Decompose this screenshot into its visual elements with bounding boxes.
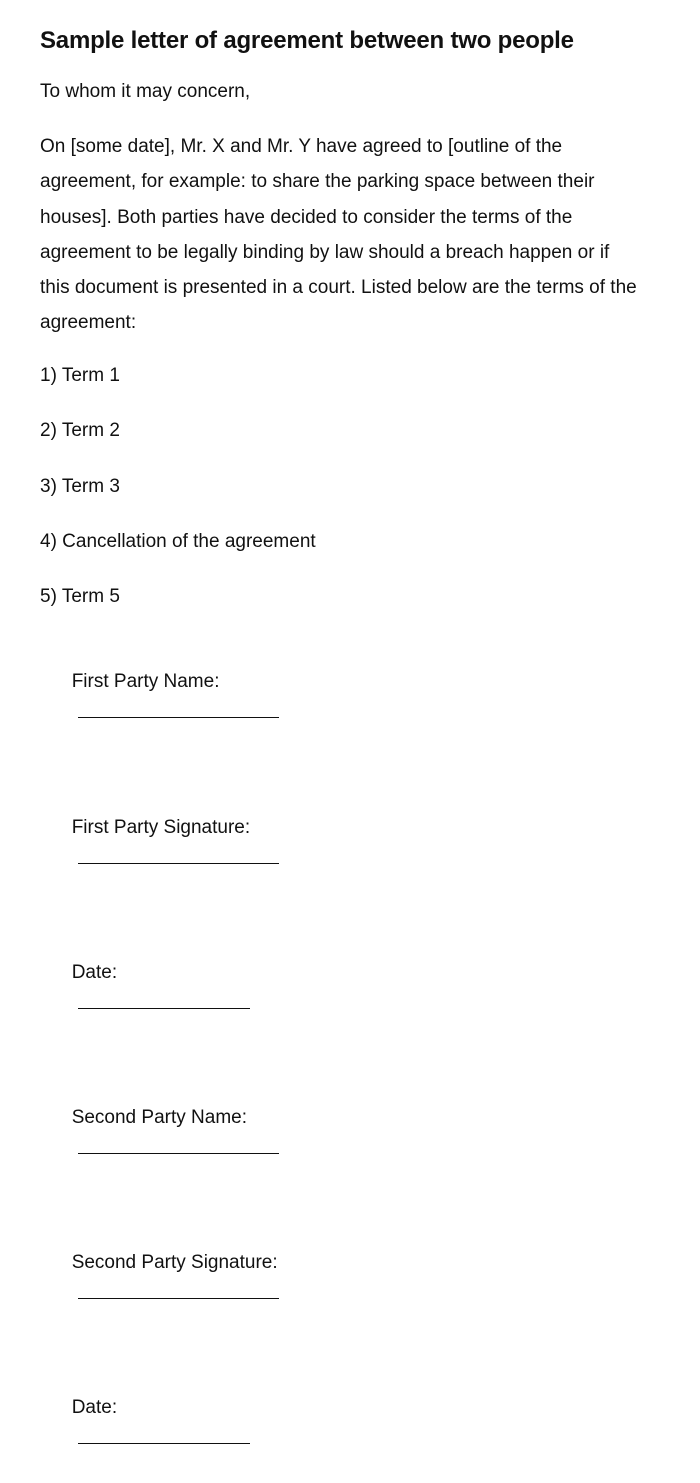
first-party-signature-field (40, 783, 660, 903)
document-title: Sample letter of agreement between two people (40, 27, 574, 54)
signature-fields (40, 637, 660, 1483)
second-date-label: Date: (71, 1397, 118, 1419)
first-party-name-blank (78, 699, 279, 718)
second-party-signature-blank (78, 1280, 279, 1299)
second-date-field (40, 1363, 660, 1483)
first-date-label: Date: (71, 961, 118, 983)
agreement-paragraph: On [some date], Mr. X and Mr. Y have agreed to [outline of the agreement, for example: to share the parking space between their houses]. Both parties have decided to consider the terms of the agreement to be legally binding by law should a breach happen or if this document is presented in a court. Listed below are the terms of the agreement: (40, 136, 637, 334)
first-party-signature-blank (78, 845, 279, 864)
greeting-line: To whom it may concern, (40, 81, 251, 102)
term-item-4: 4) Cancellation of the agreement (40, 530, 316, 552)
term-item-3: 3) Term 3 (40, 475, 120, 497)
second-party-name-blank (78, 1135, 279, 1154)
first-date-blank (78, 990, 250, 1009)
second-party-signature-field (40, 1218, 660, 1338)
terms-list (40, 361, 660, 613)
term-item-5: 5) Term 5 (40, 586, 120, 608)
term-item-1: 1) Term 1 (40, 364, 120, 386)
second-date-blank (78, 1425, 250, 1444)
second-party-signature-label: Second Party Signature: (71, 1252, 278, 1274)
second-party-name-label: Second Party Name: (71, 1106, 247, 1128)
first-date-field (40, 928, 660, 1048)
first-party-name-label: First Party Name: (71, 671, 220, 693)
first-party-signature-label: First Party Signature: (71, 816, 251, 838)
second-party-name-field (40, 1073, 660, 1193)
first-party-name-field (40, 637, 660, 757)
term-item-2: 2) Term 2 (40, 420, 120, 442)
